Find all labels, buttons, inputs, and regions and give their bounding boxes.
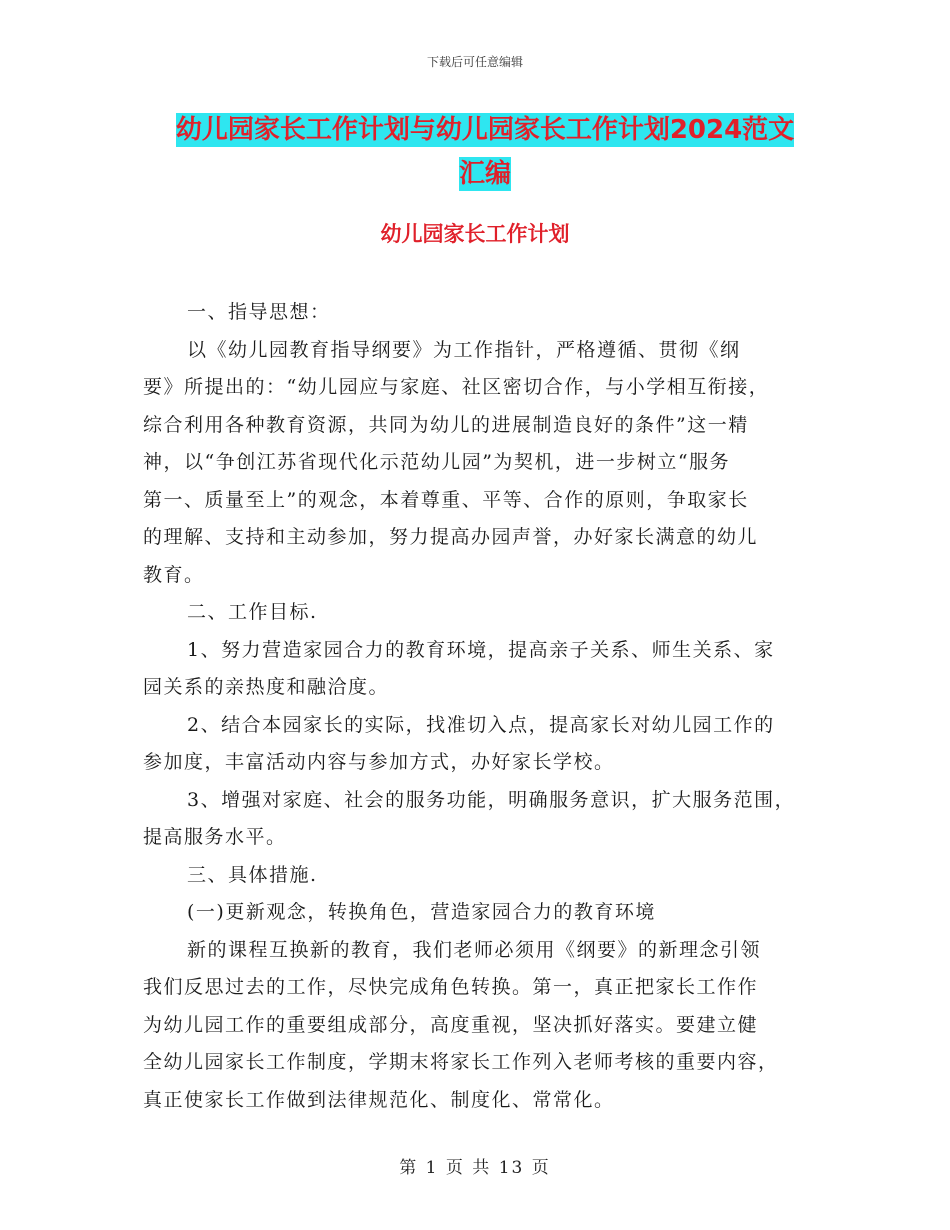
paragraph-line: 第一、质量至上”的观念，本着尊重、平等、合作的原则，争取家长 xyxy=(143,488,749,511)
paragraph-line: 新的课程互换新的教育，我们老师必须用《纲要》的新理念引领 xyxy=(187,938,762,961)
paragraph-line: 真正使家长工作做到法律规范化、制度化、常常化。 xyxy=(143,1088,615,1111)
paragraph-line: 3、增强对家庭、社会的服务功能，明确服务意识，扩大服务范围， xyxy=(187,788,796,811)
paragraph-line: 要》所提出的：“幼儿园应与家庭、社区密切合作，与小学相互衔接， xyxy=(143,376,770,398)
paragraph-line: 全幼儿园家长工作制度，学期末将家长工作列入老师考核的重要内容， xyxy=(143,1051,779,1073)
section-title: 幼儿园家长工作计划 xyxy=(380,222,570,246)
page-header-note: 下载后可任意编辑 xyxy=(426,55,523,69)
paragraph-line: 提高服务水平。 xyxy=(143,826,287,848)
paragraph-line: 综合利用各种教育资源，共同为幼儿的进展制造良好的条件”这一精 xyxy=(143,413,749,436)
heading-guiding-thought: 一、指导思想： xyxy=(187,301,331,323)
document-title xyxy=(140,108,830,196)
paragraph-line: 教育。 xyxy=(143,563,205,586)
paragraph-line: 1、努力营造家园合力的教育环境，提高亲子关系、师生关系、家 xyxy=(187,638,775,661)
document-title-line-2: 汇编 xyxy=(458,159,511,189)
subheading-measure-1: (一)更新观念，转换角色，营造家园合力的教育环境 xyxy=(187,901,656,923)
page-number: 第 1 页 共 13 页 xyxy=(399,1158,551,1178)
paragraph-line: 参加度，丰富活动内容与参加方式，办好家长学校。 xyxy=(143,751,615,773)
document-title-line-1: 幼儿园家长工作计划与幼儿园家长工作计划2024范文 xyxy=(175,115,795,145)
paragraph-line: 神，以“争创江苏省现代化示范幼儿园”为契机，进一步树立“服务 xyxy=(143,451,731,473)
heading-specific-measures: 三、具体措施. xyxy=(187,863,318,886)
document-body xyxy=(143,294,823,1119)
paragraph-line: 我们反思过去的工作，尽快完成角色转换。第一，真正把家长工作作 xyxy=(143,976,759,998)
paragraph-line: 为幼儿园工作的重要组成部分，高度重视，坚决抓好落实。要建立健 xyxy=(143,1013,759,1036)
paragraph-line: 的理解、支持和主动参加，努力提高办园声誉，办好家长满意的幼儿 xyxy=(143,526,759,548)
heading-work-goals: 二、工作目标. xyxy=(187,601,318,623)
paragraph-line: 2、结合本园家长的实际，找准切入点，提高家长对幼儿园工作的 xyxy=(187,713,775,736)
paragraph-line: 以《幼儿园教育指导纲要》为工作指针，严格遵循、贯彻《纲 xyxy=(187,338,741,361)
paragraph-line: 园关系的亲热度和融洽度。 xyxy=(143,676,390,698)
